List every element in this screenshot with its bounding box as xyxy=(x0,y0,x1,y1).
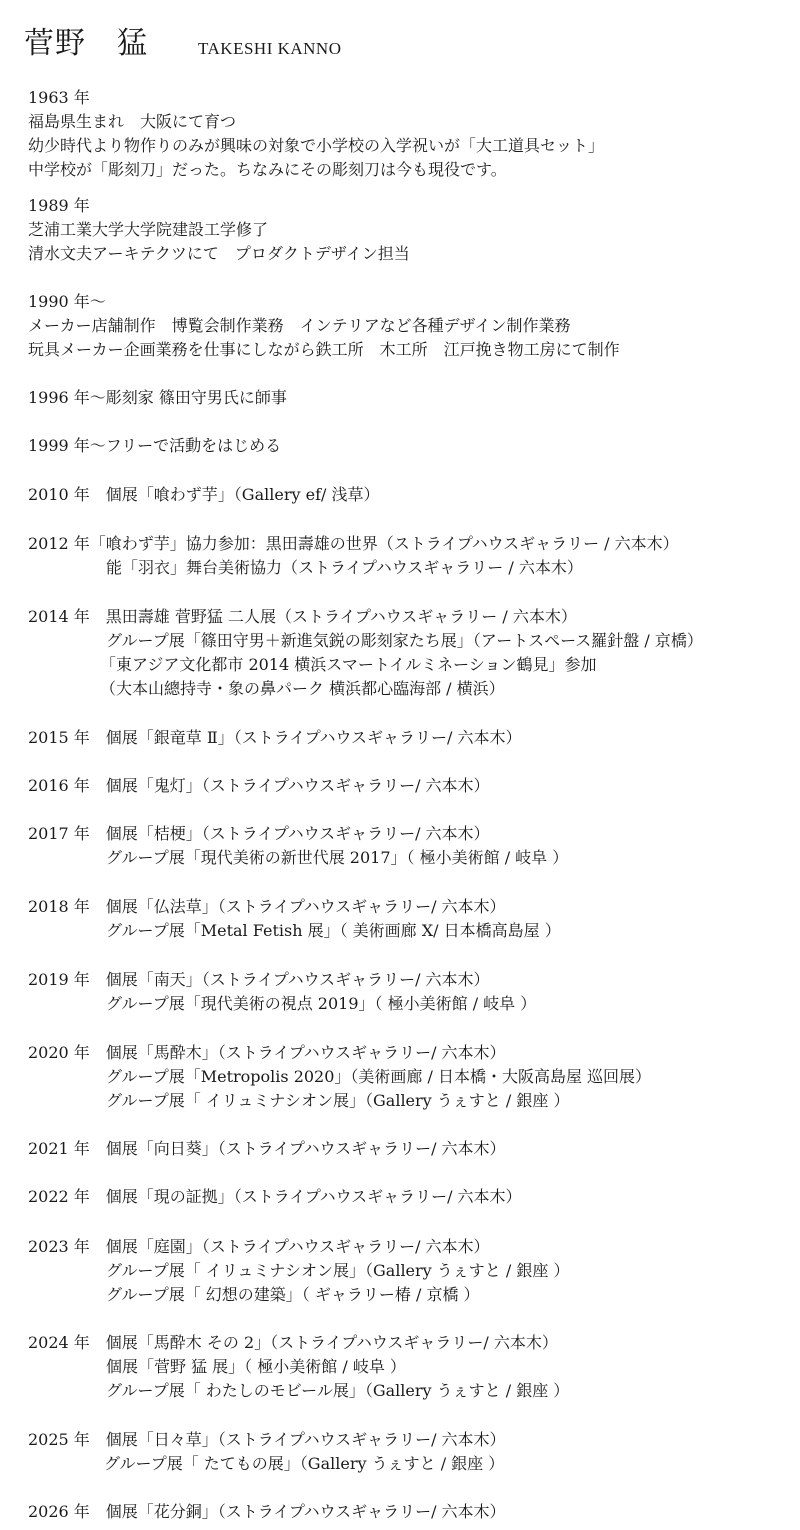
bio-year-1990: 1990 年～ xyxy=(28,292,106,311)
exhibition-2012: 2012 年「喰わず芋」協力参加：黒田壽雄の世界（ストライプハウスギャラリー / 六本木） xyxy=(28,534,679,553)
exhibition-2023: 2023 年 個展「庭園」（ストライプハウスギャラリー/ 六本木） xyxy=(28,1237,490,1256)
exhibition-entry: グループ展「 たてもの展」（Gallery うぇすと / 銀座 ） xyxy=(104,1454,505,1473)
bio-year-1999: 1999 年～フリーで活動をはじめる xyxy=(28,436,282,455)
exhibition-2010: 2010 年 個展「喰わず芋」（Gallery ef/ 浅草） xyxy=(28,485,380,504)
bio-year-1996: 1996 年～彫刻家 篠田守男氏に師事 xyxy=(28,388,287,407)
exhibition-entry: グループ展「 わたしのモビール展」（Gallery うぇすと / 銀座 ） xyxy=(106,1381,570,1400)
exhibition-2017: 2017 年 個展「桔梗」（ストライプハウスギャラリー/ 六本木） xyxy=(28,824,490,843)
bio-line: 玩具メーカー企画業務を仕事にしながら鉄工所 木工所 江戸挽き物工房にて制作 xyxy=(28,340,620,359)
exhibition-2020: 2020 年 個展「馬酔木」（ストライプハウスギャラリー/ 六本木） xyxy=(28,1043,506,1062)
exhibition-2026: 2026 年 個展「花分銅」（ストライプハウスギャラリー/ 六本木） xyxy=(28,1502,506,1521)
bio-line: 清水文夫アーキテクツにて プロダクトデザイン担当 xyxy=(28,244,410,263)
exhibition-2024: 2024 年 個展「馬酔木 その 2」（ストライプハウスギャラリー/ 六本木） xyxy=(28,1333,558,1352)
exhibition-entry: （大本山總持寺・象の鼻パーク 横浜都心臨海部 / 横浜） xyxy=(100,679,505,698)
exhibition-entry: 個展「菅野 猛 展」（ 極小美術館 / 岐阜 ） xyxy=(106,1357,406,1376)
bio-line: 中学校が「彫刻刀」だった。ちなみにその彫刻刀は今も現役です。 xyxy=(28,160,507,179)
exhibition-entry: 能「羽衣」舞台美術協力（ストライプハウスギャラリー / 六本木） xyxy=(106,558,583,577)
bio-line: 幼少時代より物作りのみが興味の対象で小学校の入学祝いが「大工道具セット」 xyxy=(28,136,605,155)
exhibition-entry: グループ展「現代美術の新世代展 2017」（ 極小美術館 / 岐阜 ） xyxy=(106,848,569,867)
exhibition-2014: 2014 年 黒田壽雄 菅野猛 二人展（ストライプハウスギャラリー / 六本木） xyxy=(28,607,577,626)
exhibition-entry: グループ展「Metropolis 2020」（美術画廊 / 日本橋・大阪高島屋 巡回展） xyxy=(106,1067,652,1086)
exhibition-entry: グループ展「 イリュミナシオン展」（Gallery うぇすと / 銀座 ） xyxy=(106,1261,570,1280)
bio-year-1963: 1963 年 xyxy=(28,88,90,107)
artist-name-english: TAKESHI KANNO xyxy=(198,39,342,58)
exhibition-2022: 2022 年 個展「現の証拠」（ストライプハウスギャラリー/ 六本木） xyxy=(28,1187,522,1206)
profile-header xyxy=(24,22,342,62)
exhibition-entry: グループ展「篠田守男＋新進気鋭の彫刻家たち展」（アートスペース羅針盤 / 京橋） xyxy=(106,631,703,650)
bio-line: 福島県生まれ 大阪にて育つ xyxy=(28,112,237,131)
exhibition-2021: 2021 年 個展「向日葵」（ストライプハウスギャラリー/ 六本木） xyxy=(28,1139,506,1158)
bio-line: 芝浦工業大学大学院建設工学修了 xyxy=(28,220,269,239)
exhibition-entry: 「東アジア文化都市 2014 横浜スマートイルミネーション鶴見」参加 xyxy=(100,655,597,674)
exhibition-entry: グループ展「Metal Fetish 展」（ 美術画廊 X/ 日本橋高島屋 ） xyxy=(106,921,561,940)
exhibition-entry: グループ展「現代美術の視点 2019」（ 極小美術館 / 岐阜 ） xyxy=(106,994,537,1013)
exhibition-2025: 2025 年 個展「日々草」（ストライプハウスギャラリー/ 六本木） xyxy=(28,1430,506,1449)
exhibition-entry: グループ展「 イリュミナシオン展」（Gallery うぇすと / 銀座 ） xyxy=(106,1091,570,1110)
exhibition-2016: 2016 年 個展「鬼灯」（ストライプハウスギャラリー/ 六本木） xyxy=(28,776,490,795)
exhibition-2018: 2018 年 個展「仏法草」（ストライプハウスギャラリー/ 六本木） xyxy=(28,897,506,916)
bio-line: メーカー店舗制作 博覧会制作業務 インテリアなど各種デザイン制作業務 xyxy=(28,316,571,335)
exhibition-entry: グループ展「 幻想の建築」（ ギャラリー椿 / 京橋 ） xyxy=(106,1285,480,1304)
artist-name-japanese: 菅野 猛 xyxy=(24,26,148,61)
exhibition-2015: 2015 年 個展「銀竜草 Ⅱ」（ストライプハウスギャラリー/ 六本木） xyxy=(28,728,522,747)
exhibition-2019: 2019 年 個展「南天」（ストライプハウスギャラリー/ 六本木） xyxy=(28,970,490,989)
bio-year-1989: 1989 年 xyxy=(28,196,90,215)
